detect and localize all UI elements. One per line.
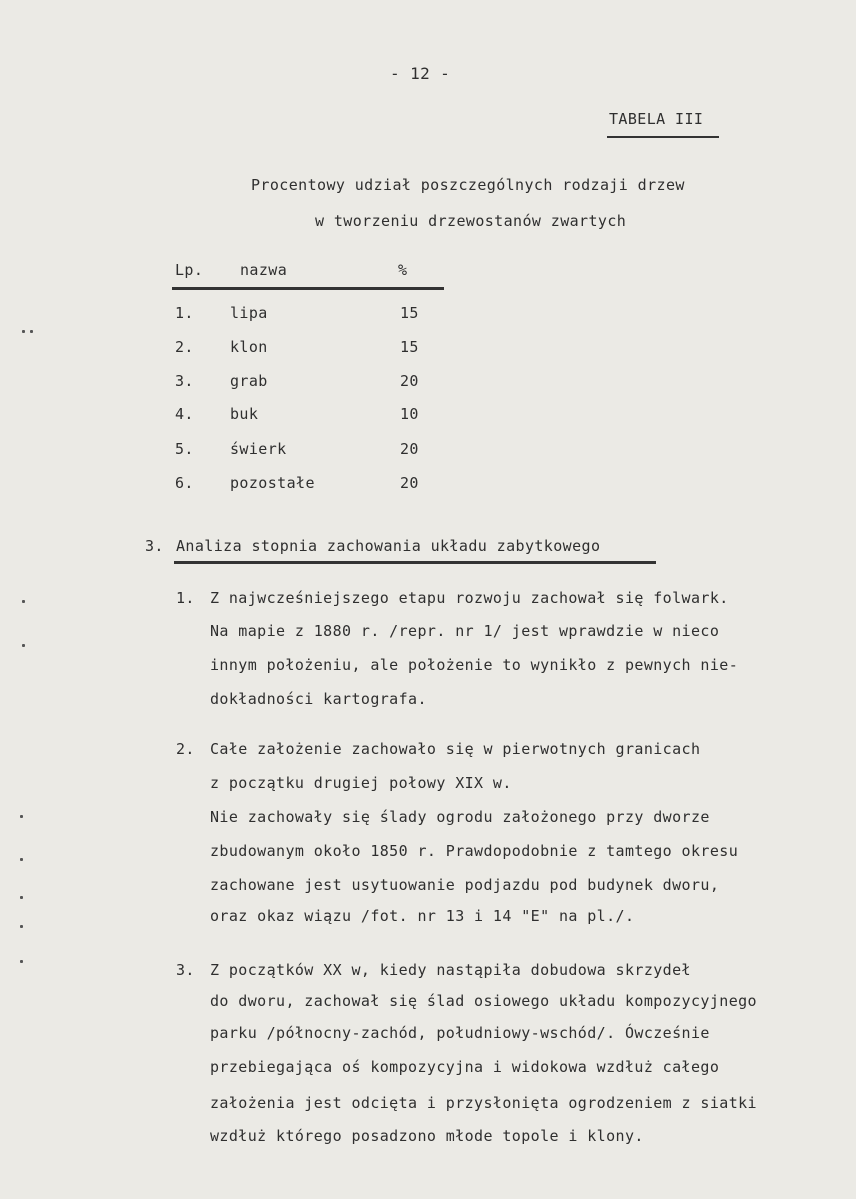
margin-speck bbox=[22, 600, 25, 603]
margin-speck bbox=[22, 330, 25, 333]
table-title-line-2: w tworzeniu drzewostanów zwartych bbox=[315, 212, 627, 230]
table-cell-percent: 20 bbox=[400, 372, 419, 390]
paragraph-line: oraz okaz wiązu /fot. nr 13 i 14 "E" na pl./. bbox=[210, 907, 635, 925]
table-header-nazwa: nazwa bbox=[240, 261, 288, 279]
table-cell-percent: 10 bbox=[400, 405, 419, 423]
paragraph-number: 1. bbox=[176, 589, 195, 607]
section-heading-underline bbox=[174, 561, 656, 564]
paragraph-line: założenia jest odcięta i przysłonięta ogrodzeniem z siatki bbox=[210, 1094, 757, 1112]
margin-speck bbox=[20, 960, 23, 963]
paragraph-line: przebiegająca oś kompozycyjna i widokowa wzdłuż całego bbox=[210, 1058, 720, 1076]
paragraph-line: Nie zachowały się ślady ogrodu założonego przy dworze bbox=[210, 808, 710, 826]
paragraph-line: zbudowanym około 1850 r. Prawdopodobnie z tamtego okresu bbox=[210, 842, 739, 860]
margin-speck bbox=[20, 925, 23, 928]
table-cell-percent: 15 bbox=[400, 304, 419, 322]
paragraph-number: 2. bbox=[176, 740, 195, 758]
paragraph-line: do dworu, zachował się ślad osiowego układu kompozycyjnego bbox=[210, 992, 757, 1010]
paragraph-line: Na mapie z 1880 r. /repr. nr 1/ jest wprawdzie w nieco bbox=[210, 622, 720, 640]
table-cell-nazwa: świerk bbox=[230, 440, 287, 458]
table-cell-percent: 20 bbox=[400, 474, 419, 492]
margin-speck bbox=[20, 815, 23, 818]
table-cell-percent: 15 bbox=[400, 338, 419, 356]
margin-speck bbox=[20, 896, 23, 899]
paragraph-number: 3. bbox=[176, 961, 195, 979]
paragraph-line: parku /północny-zachód, południowy-wschód/. Ówcześnie bbox=[210, 1024, 710, 1042]
paragraph-line: Całe założenie zachowało się w pierwotnych granicach bbox=[210, 740, 701, 758]
table-header-percent: % bbox=[398, 261, 408, 279]
table-cell-nazwa: grab bbox=[230, 372, 268, 390]
paragraph-line: z początku drugiej połowy XIX w. bbox=[210, 774, 512, 792]
table-cell-lp: 5. bbox=[175, 440, 194, 458]
paragraph-line: Z początków XX w, kiedy nastąpiła dobudowa skrzydeł bbox=[210, 961, 691, 979]
table-cell-lp: 4. bbox=[175, 405, 194, 423]
table-cell-lp: 3. bbox=[175, 372, 194, 390]
table-cell-nazwa: lipa bbox=[230, 304, 268, 322]
table-cell-percent: 20 bbox=[400, 440, 419, 458]
table-cell-nazwa: pozostałe bbox=[230, 474, 315, 492]
table-label-underline bbox=[607, 136, 719, 138]
paragraph-line: dokładności kartografa. bbox=[210, 690, 427, 708]
table-cell-lp: 2. bbox=[175, 338, 194, 356]
table-label: TABELA III bbox=[609, 110, 704, 128]
table-cell-nazwa: buk bbox=[230, 405, 259, 423]
paragraph-line: zachowane jest usytuowanie podjazdu pod budynek dworu, bbox=[210, 876, 720, 894]
section-heading: Analiza stopnia zachowania układu zabytkowego bbox=[176, 537, 601, 555]
paragraph-line: wzdłuż którego posadzono młode topole i klony. bbox=[210, 1127, 644, 1145]
table-header-lp: Lp. bbox=[175, 261, 204, 279]
margin-speck bbox=[22, 644, 25, 647]
table-cell-lp: 6. bbox=[175, 474, 194, 492]
paragraph-line: Z najwcześniejszego etapu rozwoju zachował się folwark. bbox=[210, 589, 729, 607]
margin-speck bbox=[20, 858, 23, 861]
margin-speck bbox=[30, 330, 33, 333]
table-header-rule bbox=[172, 287, 444, 290]
paragraph-line: innym położeniu, ale położenie to wynikło z pewnych nie- bbox=[210, 656, 739, 674]
table-title-line-1: Procentowy udział poszczególnych rodzaji drzew bbox=[251, 176, 685, 194]
page-number: - 12 - bbox=[390, 64, 451, 83]
section-number: 3. bbox=[145, 537, 164, 555]
table-cell-lp: 1. bbox=[175, 304, 194, 322]
table-cell-nazwa: klon bbox=[230, 338, 268, 356]
